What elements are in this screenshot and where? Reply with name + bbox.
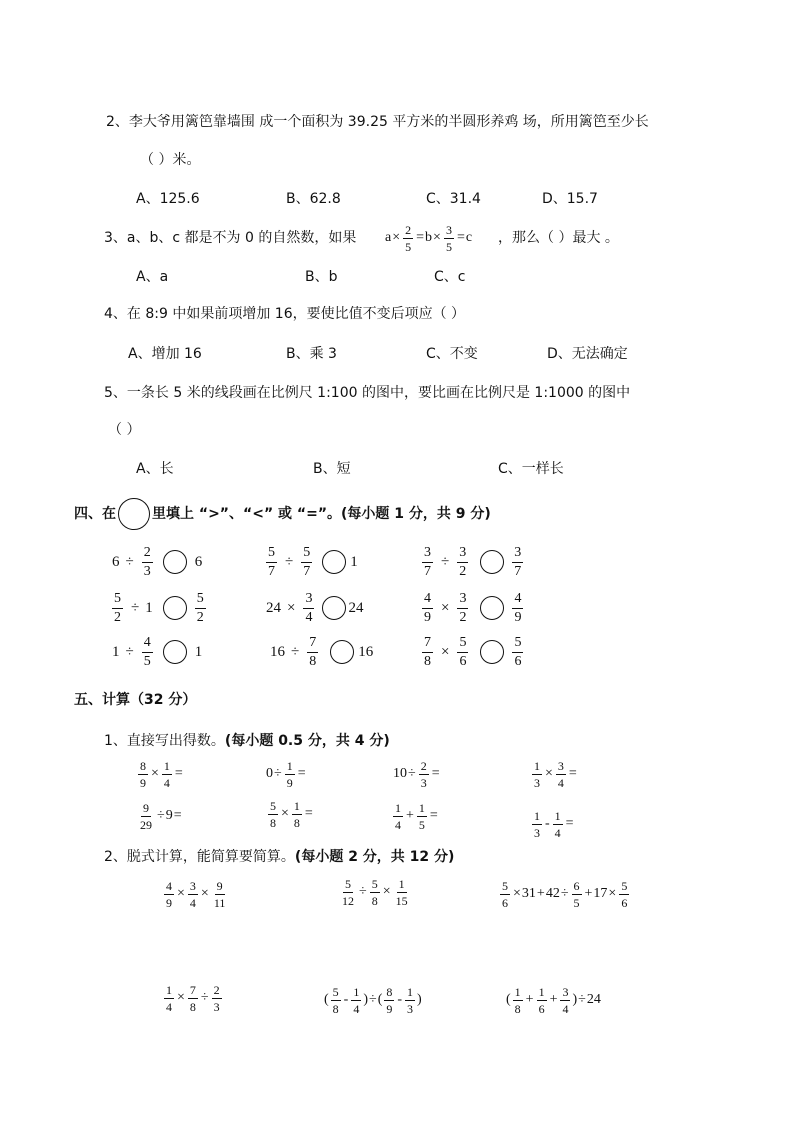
q3-prefix: 3、a、b、c 都是不为 0 的自然数，如果 xyxy=(104,230,357,246)
q2-option-a[interactable]: A、125.6 xyxy=(136,191,200,207)
answer-circle[interactable] xyxy=(322,596,346,620)
section5-heading: 五、计算（32 分） xyxy=(74,692,197,708)
fraction: $\frac{7}{8}$ xyxy=(309,634,317,669)
fraction: $\frac{3}{4}$ xyxy=(305,590,313,625)
section4-heading xyxy=(74,498,491,530)
sub2-heading xyxy=(104,847,454,867)
q2-option-d[interactable]: D、15.7 xyxy=(542,191,598,207)
var-a: a xyxy=(385,230,392,245)
circle-icon xyxy=(118,498,150,530)
sub2-note: (每小题 2 分，共 12 分) xyxy=(294,849,455,865)
q2-option-c[interactable]: C、31.4 xyxy=(426,191,481,207)
calc-expression: $\frac{4}{9}$ × $\frac{3}{4}$ × $\frac{9}{11}$ xyxy=(166,878,226,910)
var-c: c xyxy=(465,230,473,245)
direct-expression: $\frac{1}{4}$ + $\frac{1}{5}$ = xyxy=(395,800,438,832)
fraction: $\frac{3}{2}$ xyxy=(459,544,467,579)
q4-option-a[interactable]: A、增加 16 xyxy=(128,346,202,362)
answer-circle[interactable] xyxy=(163,550,187,574)
compare-item: 16 ÷ $\frac{7}{8}$ 16 xyxy=(270,634,374,669)
answer-circle[interactable] xyxy=(163,640,187,664)
q4-option-c[interactable]: C、不变 xyxy=(426,346,478,362)
q3-option-a[interactable]: A、a xyxy=(136,269,169,285)
q2-option-b[interactable]: B、62.8 xyxy=(286,191,341,207)
sub1-heading xyxy=(104,731,390,751)
fraction: $\frac{4}{9}$ xyxy=(514,590,522,625)
fraction: $\frac{3}{2}$ xyxy=(459,590,467,625)
q2-line1: 2、李大爷用篱笆靠墙围 成一个面积为 39.25 平方米的半圆形养鸡 场，所用篱笆至少长 xyxy=(106,114,649,130)
calc-expression: $\frac{5}{12}$ ÷ $\frac{5}{8}$ × $\frac{1}{15}$ xyxy=(342,876,408,908)
q4-text: 4、在 8:9 中如果前项增加 16，要使比值不变后项应（ ） xyxy=(104,306,466,322)
answer-circle[interactable] xyxy=(480,596,504,620)
q5-option-b[interactable]: B、短 xyxy=(313,461,351,477)
times-sign: × xyxy=(392,230,401,245)
q4-option-d[interactable]: D、无法确定 xyxy=(547,346,628,362)
calc-expression: $\frac{5}{6}$ × 31 + 42 ÷ $\frac{6}{5}$ + 17 × $\frac{5}{6}$ xyxy=(502,878,628,910)
q4-option-b[interactable]: B、乘 3 xyxy=(286,346,337,362)
var-b: b xyxy=(425,230,433,245)
fraction: $\frac{4}{9}$ xyxy=(424,590,431,625)
calc-expression: $\frac{1}{4}$ × $\frac{7}{8}$ ÷ $\frac{2}{3}$ xyxy=(166,982,220,1014)
fraction: $\frac{5}{6}$ xyxy=(514,634,522,669)
fraction: $\frac{5}{7}$ xyxy=(303,544,311,579)
fraction: $\frac{5}{7}$ xyxy=(268,544,275,579)
answer-circle[interactable] xyxy=(322,550,346,574)
fraction: $\frac{4}{5}$ xyxy=(143,634,151,669)
compare-item: $\frac{7}{8}$ × $\frac{5}{6}$ $\frac{5}{6}$ xyxy=(424,634,522,669)
equals-sign: = xyxy=(416,230,425,245)
direct-expression: $\frac{1}{3}$ - $\frac{1}{4}$ = xyxy=(534,808,574,840)
direct-expression: $\frac{5}{8}$ × $\frac{1}{8}$ = xyxy=(270,798,313,830)
direct-expression: 10 ÷ $\frac{2}{3}$ = xyxy=(393,758,440,790)
fraction: $\frac{5}{6}$ xyxy=(459,634,467,669)
answer-circle[interactable] xyxy=(480,640,504,664)
answer-circle[interactable] xyxy=(163,596,187,620)
q5-line1: 5、一条长 5 米的线段画在比例尺 1:100 的图中，要比画在比例尺是 1:1000 的图中 xyxy=(104,385,631,401)
q5-option-a[interactable]: A、长 xyxy=(136,461,174,477)
fraction: $\frac{5}{2}$ xyxy=(114,590,121,625)
fraction: $\frac{3}{7}$ xyxy=(514,544,522,579)
calc-expression: ( $\frac{1}{8}$ + $\frac{1}{6}$ + $\frac{3}{4}$ ) ÷ 24 xyxy=(506,984,601,1016)
fraction: $\frac{5}{2}$ xyxy=(196,590,204,625)
compare-item: $\frac{5}{7}$ ÷ $\frac{5}{7}$ 1 xyxy=(268,544,358,579)
direct-expression: $\frac{1}{3}$ × $\frac{3}{4}$ = xyxy=(534,758,577,790)
q2-answer-blank[interactable]: （ ）米。 xyxy=(140,152,201,168)
section4-instruction: 里填上 “>”、“<” 或 “=”。(每小题 1 分，共 9 分) xyxy=(152,506,491,522)
direct-expression: $\frac{8}{9}$ × $\frac{1}{4}$ = xyxy=(140,758,183,790)
sub1-text: 1、直接写出得数。 xyxy=(104,733,225,749)
q3-suffix: ，那么（ ）最大 。 xyxy=(498,230,619,246)
times-sign: × xyxy=(433,230,441,245)
direct-expression: 0 ÷ $\frac{1}{9}$ = xyxy=(266,758,306,790)
sub1-note: (每小题 0.5 分，共 4 分) xyxy=(224,733,390,749)
compare-item: 6 ÷ $\frac{2}{3}$ 6 xyxy=(112,544,203,579)
compare-item: 1 ÷ $\frac{4}{5}$ 1 xyxy=(112,634,203,669)
compare-item: $\frac{3}{7}$ ÷ $\frac{3}{2}$ $\frac{3}{7}$ xyxy=(424,544,522,579)
section4-prefix: 四、在 xyxy=(74,506,116,522)
q3-option-b[interactable]: B、b xyxy=(305,269,338,285)
q3-equation xyxy=(385,216,472,260)
fraction: $\frac{7}{8}$ xyxy=(424,634,431,669)
fraction: $\frac{3}{7}$ xyxy=(424,544,431,579)
calc-expression: ( $\frac{5}{8}$ - $\frac{1}{4}$ ) ÷ ( $\frac{8}{9}$ - $\frac{1}{3}$ ) xyxy=(324,984,422,1016)
compare-item: $\frac{4}{9}$ × $\frac{3}{2}$ $\frac{4}{9}$ xyxy=(424,590,522,625)
direct-expression: $\frac{9}{29}$ ÷ 9 = xyxy=(140,800,182,832)
fraction: $\frac{2}{3}$ xyxy=(143,544,151,579)
answer-circle[interactable] xyxy=(330,640,354,664)
q5-answer-blank[interactable]: （ ） xyxy=(108,422,141,438)
q3-option-c[interactable]: C、c xyxy=(434,269,466,285)
q5-option-c[interactable]: C、一样长 xyxy=(498,461,564,477)
equals-sign: = xyxy=(456,230,465,245)
sub2-text: 2、脱式计算，能简算要简算。 xyxy=(104,849,295,865)
compare-item: $\frac{5}{2}$ ÷ 1 $\frac{5}{2}$ xyxy=(114,590,204,625)
answer-circle[interactable] xyxy=(480,550,504,574)
compare-item: 24 × $\frac{3}{4}$ 24 xyxy=(266,590,364,625)
fraction: $\frac{2}{5}$ xyxy=(405,222,412,254)
fraction: $\frac{3}{5}$ xyxy=(445,222,452,254)
